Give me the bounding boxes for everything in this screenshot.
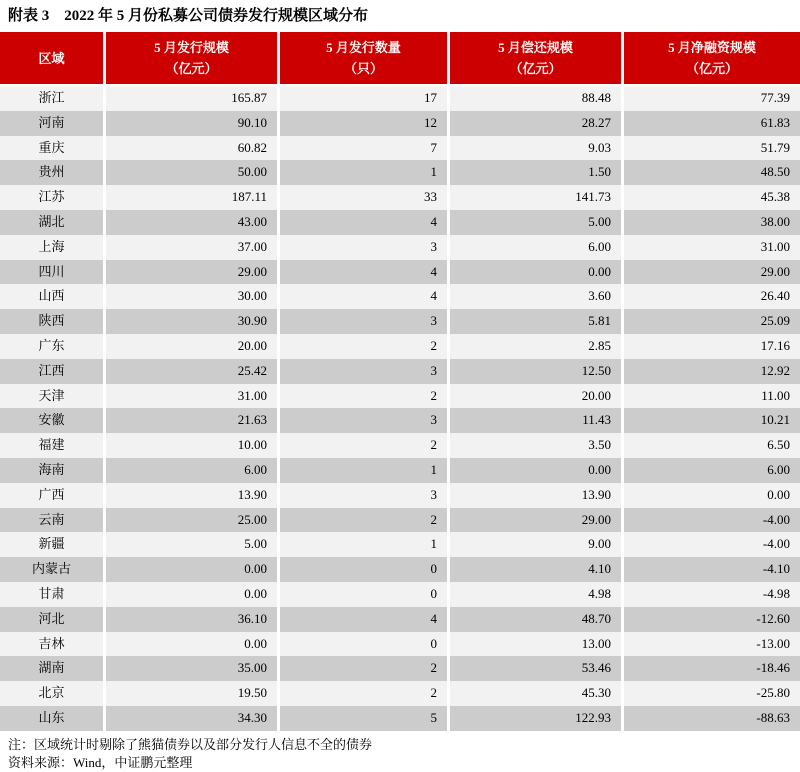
value-cell: 12.92 xyxy=(624,359,800,384)
value-cell: 51.79 xyxy=(624,136,800,161)
value-cell: 10.00 xyxy=(106,433,277,458)
table-row xyxy=(0,136,800,161)
value-cell: -4.00 xyxy=(624,532,800,557)
table-row xyxy=(0,632,800,657)
table-row xyxy=(0,210,800,235)
value-cell: 60.82 xyxy=(106,136,277,161)
region-cell: 上海 xyxy=(0,235,103,260)
value-cell: 3 xyxy=(280,359,447,384)
value-cell: 50.00 xyxy=(106,160,277,185)
value-cell: 12.50 xyxy=(450,359,621,384)
value-cell: 1 xyxy=(280,532,447,557)
value-cell: -88.63 xyxy=(624,706,800,731)
region-cell: 内蒙古 xyxy=(0,557,103,582)
value-cell: 38.00 xyxy=(624,210,800,235)
table-row xyxy=(0,86,800,111)
value-cell: 9.03 xyxy=(450,136,621,161)
value-cell: -12.60 xyxy=(624,607,800,632)
value-cell: 29.00 xyxy=(624,260,800,285)
table-row xyxy=(0,706,800,731)
value-cell: 3 xyxy=(280,235,447,260)
value-cell: 25.00 xyxy=(106,508,277,533)
region-cell: 江西 xyxy=(0,359,103,384)
table-footnotes xyxy=(8,736,800,772)
table-row xyxy=(0,433,800,458)
value-cell: 30.90 xyxy=(106,309,277,334)
value-cell: 165.87 xyxy=(106,86,277,111)
value-cell: 25.42 xyxy=(106,359,277,384)
header-cell-2: 5 月发行数量 （只） xyxy=(280,32,447,84)
value-cell: 5.00 xyxy=(450,210,621,235)
value-cell: 34.30 xyxy=(106,706,277,731)
value-cell: 10.21 xyxy=(624,408,800,433)
table-row xyxy=(0,557,800,582)
table-row xyxy=(0,607,800,632)
header-cell-4: 5 月净融资规模 （亿元） xyxy=(624,32,800,84)
value-cell: 17 xyxy=(280,86,447,111)
value-cell: 7 xyxy=(280,136,447,161)
bond-issuance-region-table xyxy=(0,32,800,731)
value-cell: 48.50 xyxy=(624,160,800,185)
table-note: 注：区域统计时剔除了熊猫债券以及部分发行人信息不全的债券 xyxy=(8,736,373,752)
value-cell: 0.00 xyxy=(106,632,277,657)
table-row xyxy=(0,284,800,309)
value-cell: 4.98 xyxy=(450,582,621,607)
table-row xyxy=(0,408,800,433)
value-cell: -25.80 xyxy=(624,681,800,706)
region-cell: 吉林 xyxy=(0,632,103,657)
region-cell: 河南 xyxy=(0,111,103,136)
value-cell: 0 xyxy=(280,557,447,582)
region-cell: 广西 xyxy=(0,483,103,508)
value-cell: 30.00 xyxy=(106,284,277,309)
region-cell: 湖北 xyxy=(0,210,103,235)
region-cell: 贵州 xyxy=(0,160,103,185)
value-cell: 48.70 xyxy=(450,607,621,632)
value-cell: 88.48 xyxy=(450,86,621,111)
header-cell-0: 区域 xyxy=(0,32,103,84)
value-cell: 1 xyxy=(280,160,447,185)
value-cell: 25.09 xyxy=(624,309,800,334)
value-cell: 0 xyxy=(280,632,447,657)
value-cell: 4 xyxy=(280,607,447,632)
table-row xyxy=(0,359,800,384)
table-row xyxy=(0,384,800,409)
region-cell: 山西 xyxy=(0,284,103,309)
value-cell: 77.39 xyxy=(624,86,800,111)
value-cell: 3 xyxy=(280,309,447,334)
table-row xyxy=(0,532,800,557)
value-cell: 0 xyxy=(280,582,447,607)
value-cell: -4.10 xyxy=(624,557,800,582)
value-cell: 2 xyxy=(280,656,447,681)
value-cell: 35.00 xyxy=(106,656,277,681)
header-cell-3: 5 月偿还规模 （亿元） xyxy=(450,32,621,84)
value-cell: 3 xyxy=(280,408,447,433)
region-cell: 山东 xyxy=(0,706,103,731)
value-cell: 2 xyxy=(280,384,447,409)
region-cell: 天津 xyxy=(0,384,103,409)
value-cell: 53.46 xyxy=(450,656,621,681)
table-row xyxy=(0,458,800,483)
table-row xyxy=(0,235,800,260)
value-cell: 31.00 xyxy=(624,235,800,260)
region-cell: 福建 xyxy=(0,433,103,458)
table-row xyxy=(0,260,800,285)
table-row xyxy=(0,309,800,334)
value-cell: 61.83 xyxy=(624,111,800,136)
value-cell: 43.00 xyxy=(106,210,277,235)
value-cell: -13.00 xyxy=(624,632,800,657)
value-cell: 3.50 xyxy=(450,433,621,458)
table-row xyxy=(0,656,800,681)
value-cell: 19.50 xyxy=(106,681,277,706)
value-cell: 21.63 xyxy=(106,408,277,433)
value-cell: 45.30 xyxy=(450,681,621,706)
value-cell: 2 xyxy=(280,681,447,706)
table-row xyxy=(0,681,800,706)
value-cell: 122.93 xyxy=(450,706,621,731)
region-cell: 新疆 xyxy=(0,532,103,557)
region-cell: 海南 xyxy=(0,458,103,483)
table-row xyxy=(0,508,800,533)
value-cell: 2 xyxy=(280,508,447,533)
value-cell: 28.27 xyxy=(450,111,621,136)
value-cell: 0.00 xyxy=(106,582,277,607)
region-cell: 陕西 xyxy=(0,309,103,334)
table-header-row xyxy=(0,32,800,84)
value-cell: 33 xyxy=(280,185,447,210)
value-cell: 11.43 xyxy=(450,408,621,433)
value-cell: 6.00 xyxy=(450,235,621,260)
value-cell: 45.38 xyxy=(624,185,800,210)
value-cell: 31.00 xyxy=(106,384,277,409)
value-cell: 20.00 xyxy=(450,384,621,409)
value-cell: 12 xyxy=(280,111,447,136)
value-cell: 17.16 xyxy=(624,334,800,359)
value-cell: 2 xyxy=(280,433,447,458)
value-cell: -18.46 xyxy=(624,656,800,681)
region-cell: 甘肃 xyxy=(0,582,103,607)
value-cell: 4.10 xyxy=(450,557,621,582)
value-cell: 5.00 xyxy=(106,532,277,557)
value-cell: -4.98 xyxy=(624,582,800,607)
region-cell: 四川 xyxy=(0,260,103,285)
value-cell: 13.90 xyxy=(450,483,621,508)
region-cell: 云南 xyxy=(0,508,103,533)
value-cell: 3 xyxy=(280,483,447,508)
value-cell: 37.00 xyxy=(106,235,277,260)
value-cell: 6.00 xyxy=(106,458,277,483)
region-cell: 安徽 xyxy=(0,408,103,433)
value-cell: -4.00 xyxy=(624,508,800,533)
value-cell: 2.85 xyxy=(450,334,621,359)
value-cell: 1 xyxy=(280,458,447,483)
table-row xyxy=(0,334,800,359)
table-row xyxy=(0,185,800,210)
value-cell: 5 xyxy=(280,706,447,731)
value-cell: 4 xyxy=(280,210,447,235)
report-page xyxy=(0,8,800,772)
value-cell: 187.11 xyxy=(106,185,277,210)
value-cell: 90.10 xyxy=(106,111,277,136)
table-title: 附表 3 2022 年 5 月份私募公司债券发行规模区域分布 xyxy=(8,8,369,24)
region-cell: 重庆 xyxy=(0,136,103,161)
value-cell: 3.60 xyxy=(450,284,621,309)
table-row xyxy=(0,160,800,185)
value-cell: 0.00 xyxy=(450,458,621,483)
region-cell: 浙江 xyxy=(0,86,103,111)
table-body xyxy=(0,86,800,731)
region-cell: 江苏 xyxy=(0,185,103,210)
value-cell: 26.40 xyxy=(624,284,800,309)
value-cell: 29.00 xyxy=(450,508,621,533)
value-cell: 13.00 xyxy=(450,632,621,657)
table-row xyxy=(0,111,800,136)
value-cell: 2 xyxy=(280,334,447,359)
region-cell: 河北 xyxy=(0,607,103,632)
value-cell: 1.50 xyxy=(450,160,621,185)
value-cell: 4 xyxy=(280,284,447,309)
header-cell-1: 5 月发行规模 （亿元） xyxy=(106,32,277,84)
value-cell: 6.00 xyxy=(624,458,800,483)
value-cell: 0.00 xyxy=(624,483,800,508)
value-cell: 13.90 xyxy=(106,483,277,508)
region-cell: 北京 xyxy=(0,681,103,706)
region-cell: 湖南 xyxy=(0,656,103,681)
value-cell: 20.00 xyxy=(106,334,277,359)
value-cell: 4 xyxy=(280,260,447,285)
value-cell: 5.81 xyxy=(450,309,621,334)
value-cell: 11.00 xyxy=(624,384,800,409)
value-cell: 0.00 xyxy=(450,260,621,285)
source-note: 资料来源：Wind，中证鹏元整理 xyxy=(8,754,193,770)
value-cell: 36.10 xyxy=(106,607,277,632)
region-cell: 广东 xyxy=(0,334,103,359)
table-row xyxy=(0,483,800,508)
value-cell: 9.00 xyxy=(450,532,621,557)
value-cell: 141.73 xyxy=(450,185,621,210)
value-cell: 0.00 xyxy=(106,557,277,582)
value-cell: 6.50 xyxy=(624,433,800,458)
value-cell: 29.00 xyxy=(106,260,277,285)
table-row xyxy=(0,582,800,607)
